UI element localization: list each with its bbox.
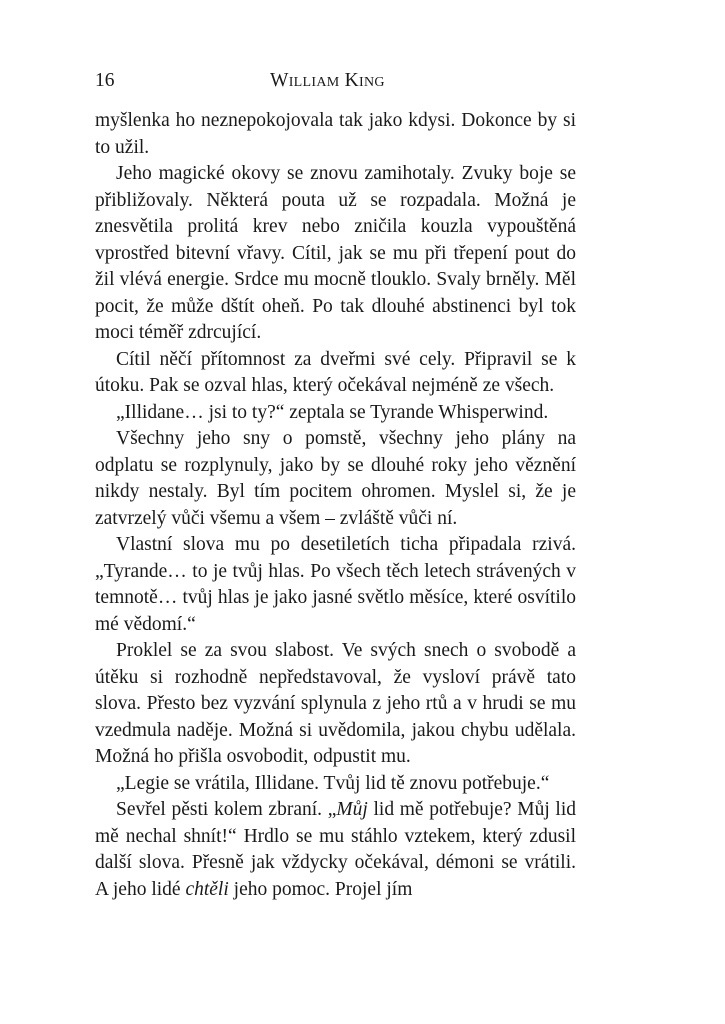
paragraph-dialogue [95,771,576,798]
italic-text-run: chtěli [185,878,229,900]
text-run: jeho pomoc. Projel jím [228,878,413,900]
text-run: Proklel se za svou slabost. Ve svých snech o svobodě a útěku si rozhodně nepředstavoval, že vysloví právě tato slova. Přesto bez vyzvání splynula z jeho rtů a v hrudi se mu vzedmula naděje. Možná si uvědomila, jakou chybu udělala. Možná ho přišla osvobodit, odpustit mu. [95,640,576,767]
paragraph [95,347,576,400]
text-run: Všechny jeho sny o pomstě, všechny jeho plány na odplatu se rozplynuly, jako by se dlouhé roky jeho věznění nikdy nestaly. Byl tím pocitem ohromen. Myslel si, že je zatvrzelý vůči všemu a všem – zvláště vůči ní. [95,428,576,529]
text-run: Sevřel pěsti kolem zbraní. „ [116,799,337,820]
text-run: Jeho magické okovy se znovu zamihotaly. Zvuky boje se přibližovaly. Některá pouta už se rozpadala. Možná je znesvětila prolitá krev nebo zničila kouzla vypouštěná vprostřed bitevní vřavy. Cítil, jak se mu při třepení pout do žil vlévá energie. Srdce mu mocně tlouklo. Svaly brněly. Měl pocit, že může dštít oheň. Po tak dlouhé abstinenci byl tok moci téměř zdrcující. [95,163,576,343]
page-number: 16 [95,70,115,91]
paragraph [95,638,576,771]
text-run: „Legie se vrátila, Illidane. Tvůj lid tě znovu potřebuje.“ [116,772,550,794]
text-run: Vlastní slova mu po desetiletích ticha připadala rzivá. „Tyrande… to je tvůj hlas. Po všech těch letech strávených v temnotě… tvůj hlas je jako jasné světlo měsíce, které osvítilo mé vědomí.“ [95,534,576,635]
paragraph [95,797,576,903]
running-head-author: William King [270,70,385,91]
paragraph [95,532,576,638]
page-header [95,66,576,96]
book-page [95,66,576,903]
text-run: lid mě potřebuje? Můj lid mě nechal shnít!“ Hrdlo se mu stáhlo vztekem, který zdusil další slova. Přesně jak vždycky očekával, démoni se vrátili. A jeho lidé [95,799,577,900]
body-text [95,108,576,903]
paragraph [95,426,576,532]
italic-text-run: Můj [336,799,368,820]
paragraph [95,161,576,347]
paragraph-dialogue [95,400,576,427]
text-run: myšlenka ho neznepokojovala tak jako kdysi. Dokonce by si to užil. [95,110,576,158]
paragraph-continuation [95,108,576,161]
text-run: Cítil něčí přítomnost za dveřmi své cely. Připravil se k útoku. Pak se ozval hlas, který očekával nejméně ze všech. [95,348,576,396]
text-run: „Illidane… jsi to ty?“ zeptala se Tyrande Whisperwind. [116,401,549,423]
